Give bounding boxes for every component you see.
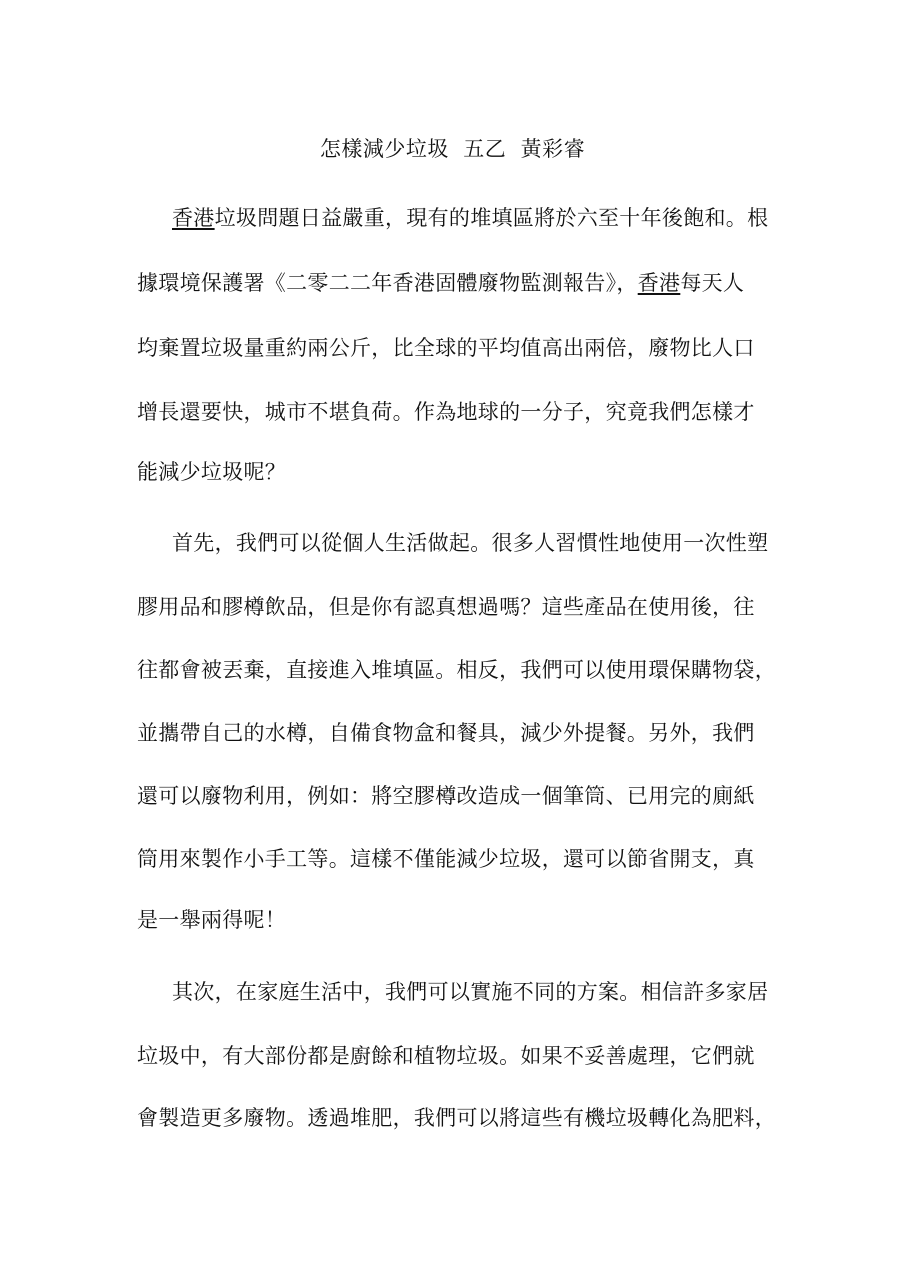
paragraph-2-line-4: 並攜帶自己的水樽，自備食物盒和餐具，減少外提餐。另外，我們 bbox=[137, 721, 755, 745]
line-text: 據環境保護署《二零二二年香港固體廢物監測報告》， bbox=[137, 271, 638, 295]
line-text: 垃圾問題日益嚴重，現有的堆填區將於六至十年後飽和。根 bbox=[214, 206, 769, 230]
essay-title: 怎樣減少垃圾 五乙 黃彩睿 bbox=[319, 137, 586, 161]
paragraph-2-line-3: 往都會被丟棄，直接進入堆填區。相反，我們可以使用環保購物袋， bbox=[137, 658, 776, 682]
paragraph-2-line-7: 是一舉兩得呢！ bbox=[137, 908, 287, 932]
paragraph-1-line-2 bbox=[137, 268, 744, 298]
paragraph-3-line-1: 其次，在家庭生活中，我們可以實施不同的方案。相信許多家居 bbox=[172, 980, 769, 1004]
paragraph-2-line-2: 膠用品和膠樽飲品，但是你有認真想過嗎？這些產品在使用後，往 bbox=[137, 595, 755, 619]
paragraph-3-line-3: 會製造更多廢物。透過堆肥，我們可以將這些有機垃圾轉化為肥料， bbox=[137, 1106, 776, 1130]
paragraph-1-line-4: 增長還要快，城市不堪負荷。作為地球的一分子，究竟我們怎樣才 bbox=[137, 400, 755, 424]
paragraph-2-line-5: 還可以廢物利用，例如：將空膠樽改造成一個筆筒、已用完的廁紙 bbox=[137, 784, 755, 808]
line-text: 每天人 bbox=[680, 271, 745, 295]
paragraph-1-line-1 bbox=[172, 203, 768, 233]
paragraph-2-line-1: 首先，我們可以從個人生活做起。很多人習慣性地使用一次性塑 bbox=[172, 531, 769, 555]
paragraph-2-line-6: 筒用來製作小手工等。這樣不僅能減少垃圾，還可以節省開支，真 bbox=[137, 847, 755, 871]
place-name: 香港 bbox=[637, 271, 681, 295]
paragraph-1-line-5: 能減少垃圾呢？ bbox=[137, 460, 287, 484]
paragraph-1-line-3: 均棄置垃圾量重約兩公斤，比全球的平均值高出兩倍，廢物比人口 bbox=[137, 336, 755, 360]
place-name: 香港 bbox=[172, 206, 215, 230]
paragraph-3-line-2: 垃圾中，有大部份都是廚餘和植物垃圾。如果不妥善處理，它們就 bbox=[137, 1044, 755, 1068]
